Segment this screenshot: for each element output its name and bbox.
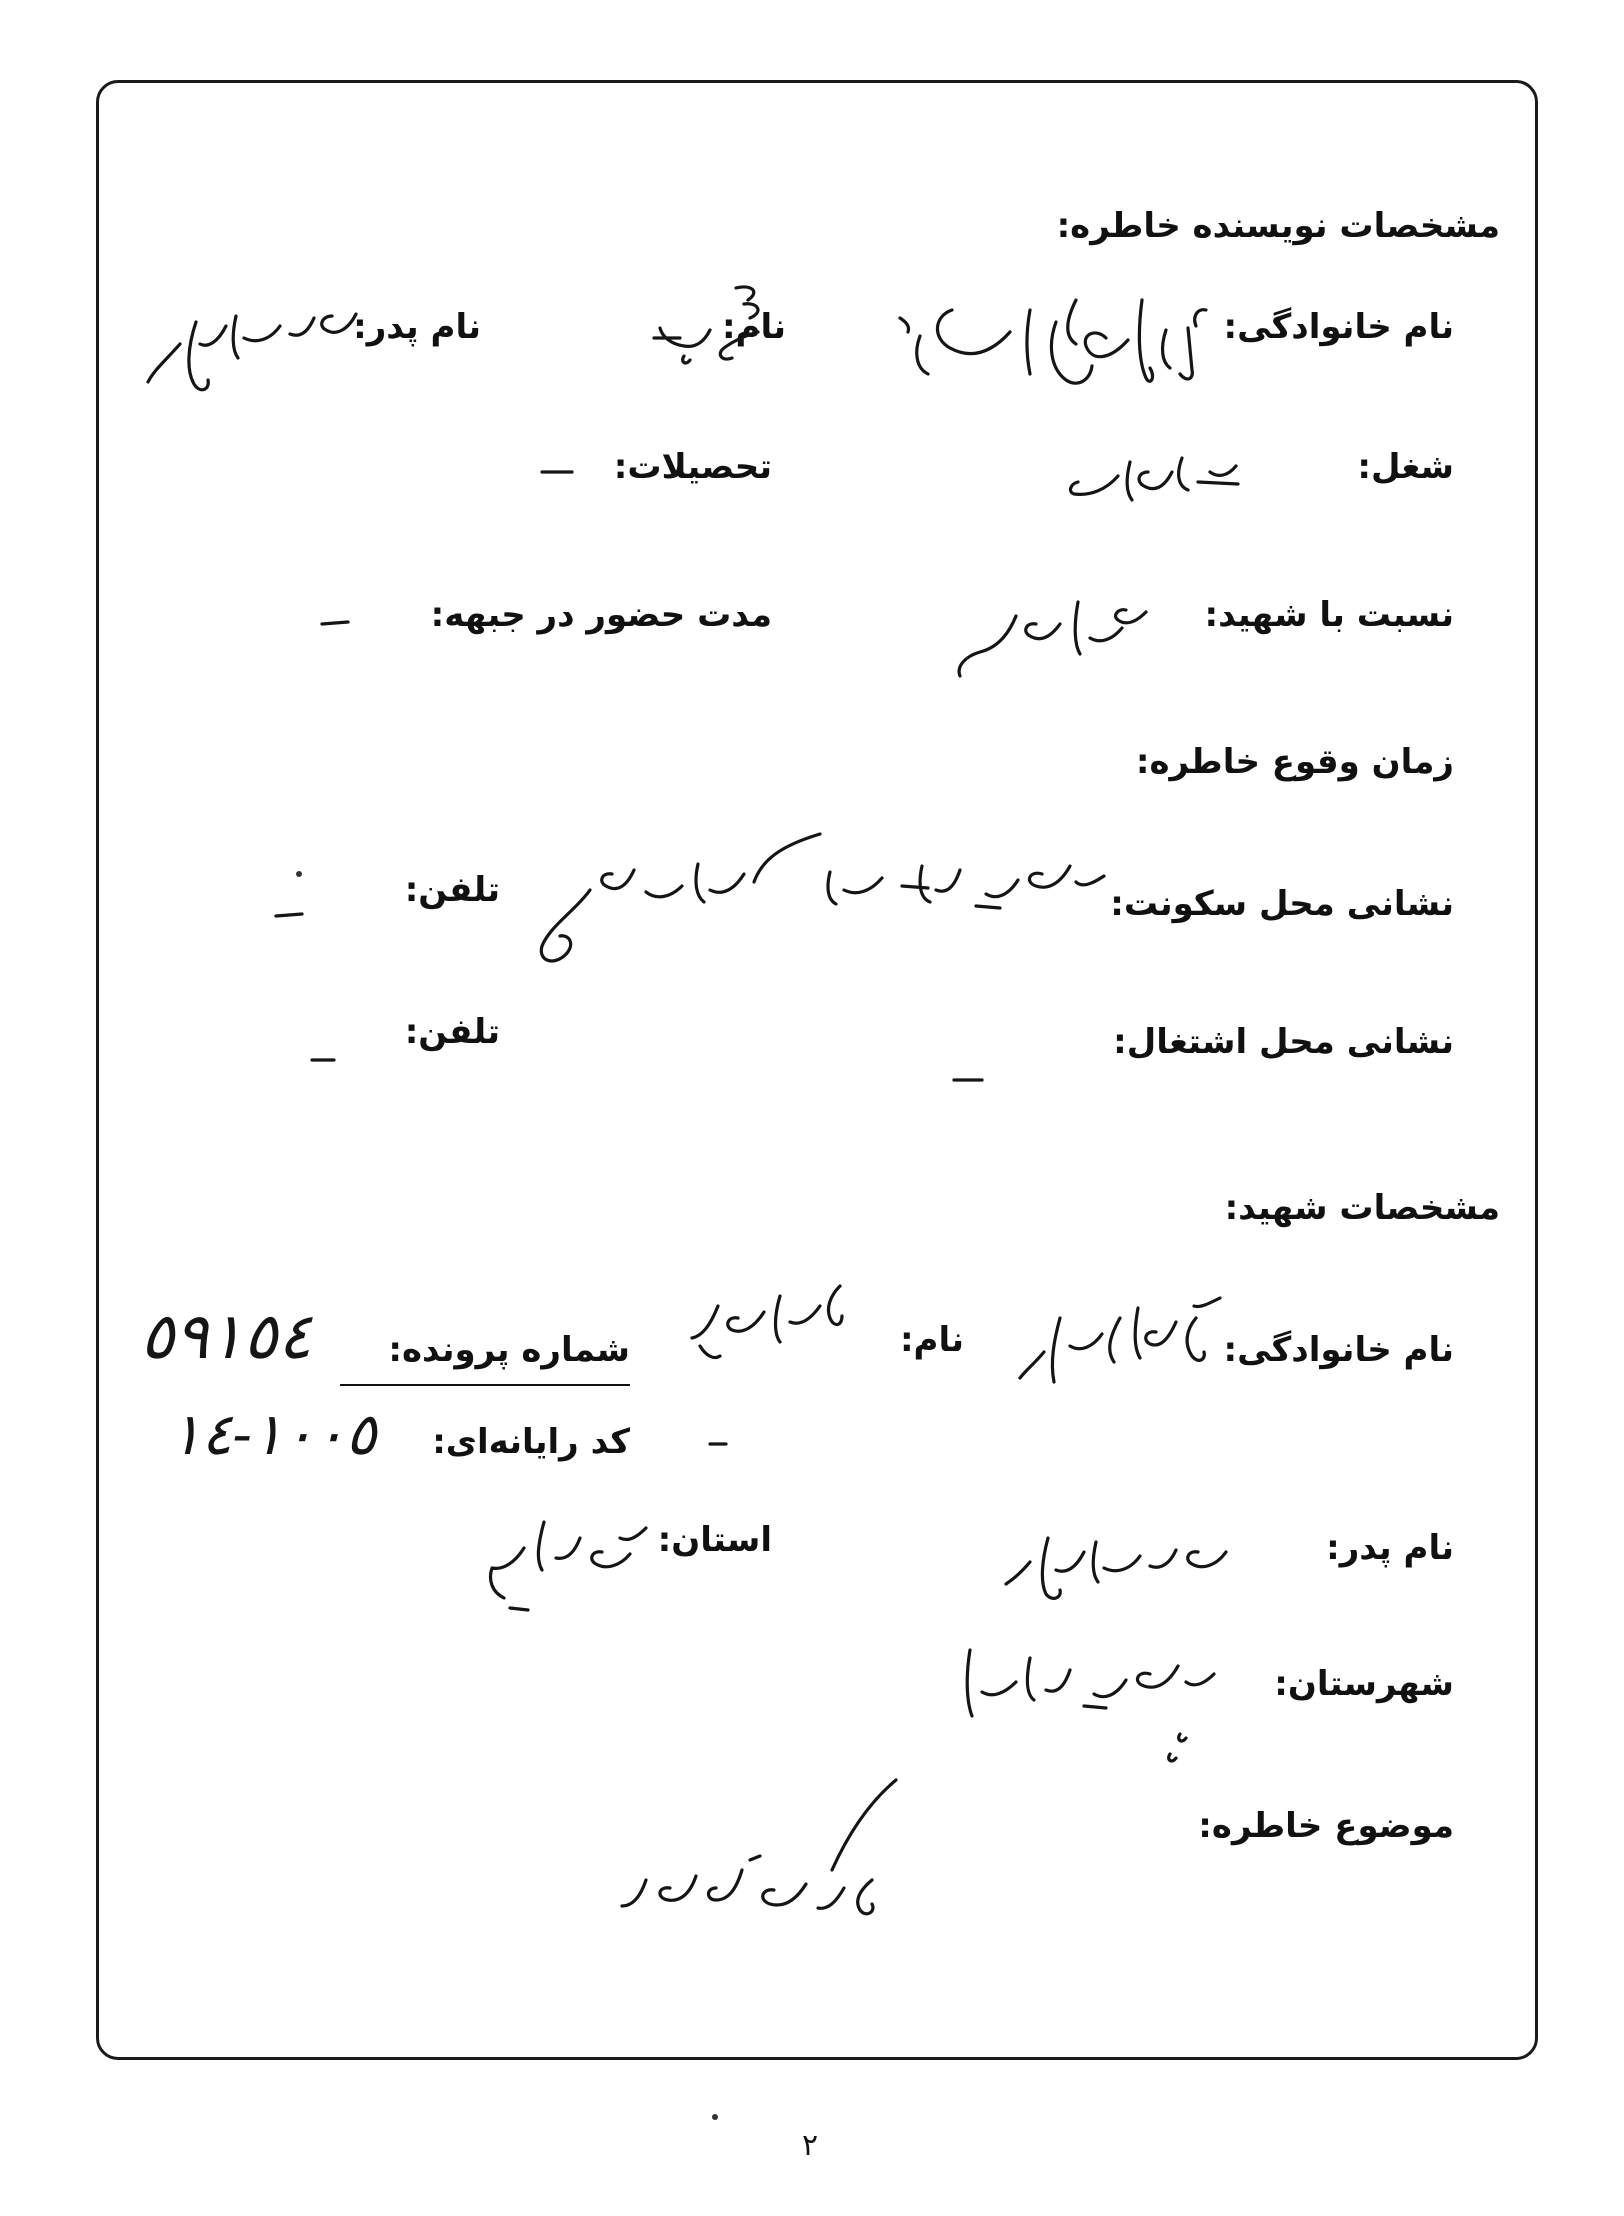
martyr-section-title: مشخصات شهید: <box>1224 1188 1500 1228</box>
memory-time-label: زمان وقوع خاطره: <box>1135 742 1454 782</box>
writer-education-dash <box>538 462 578 482</box>
computer-code-handwriting: ١٠٠٥-١٤ <box>170 1400 377 1468</box>
writer-education-label: تحصیلات: <box>613 447 772 487</box>
writer-family-name-label: نام خانوادگی: <box>1223 307 1454 347</box>
martyr-first-name-label: نام: <box>899 1320 964 1360</box>
memory-subject-label: موضوع خاطره: <box>1198 1806 1454 1846</box>
writer-job-handwriting <box>1060 432 1250 512</box>
home-phone-label: تلفن: <box>404 870 500 910</box>
writer-first-name-label: نام: <box>721 307 786 347</box>
home-address-handwriting <box>530 826 1120 986</box>
file-number-handwriting: ٥٩١٥٤ <box>140 1300 312 1374</box>
home-address-label: نشانی محل سکونت: <box>1110 884 1454 924</box>
martyr-family-name-label: نام خانوادگی: <box>1223 1330 1454 1370</box>
martyr-father-name-handwriting <box>1000 1512 1240 1612</box>
martyr-first-name-handwriting <box>680 1276 850 1386</box>
writer-relation-handwriting <box>950 582 1160 682</box>
martyr-family-name-handwriting <box>1010 1278 1230 1408</box>
work-address-dash <box>950 1070 990 1090</box>
martyr-computer-code-label: کد رایانه‌ای: <box>432 1422 630 1462</box>
writer-front-duration-label: مدت حضور در جبهه: <box>430 595 772 635</box>
writer-job-label: شغل: <box>1357 447 1454 487</box>
work-address-label: نشانی محل اشتغال: <box>1113 1022 1454 1062</box>
martyr-father-name-label: نام پدر: <box>1326 1528 1454 1568</box>
writer-front-duration-dash <box>318 612 358 632</box>
writer-section-title: مشخصات نویسنده خاطره: <box>1056 206 1500 246</box>
writer-father-name-handwriting <box>140 286 370 406</box>
writer-relation-label: نسبت با شهید: <box>1204 595 1454 635</box>
writer-father-name-label: نام پدر: <box>353 307 481 347</box>
martyr-province-handwriting <box>480 1498 660 1628</box>
file-number-underline <box>340 1384 630 1386</box>
martyr-city-label: شهرستان: <box>1274 1664 1454 1704</box>
work-phone-label: تلفن: <box>404 1012 500 1052</box>
page-mark-dot <box>712 2114 718 2120</box>
writer-first-name-handwriting <box>640 276 780 376</box>
writer-family-name-handwriting <box>880 270 1240 400</box>
martyr-file-number-label: شماره پرونده: <box>388 1330 630 1370</box>
page-number: ٢ <box>801 2128 819 2163</box>
memory-subject-handwriting <box>610 1760 910 1960</box>
martyr-city-handwriting <box>960 1630 1230 1780</box>
martyr-province-label: استان: <box>657 1520 772 1560</box>
home-phone-dash <box>272 906 312 926</box>
computer-code-dash <box>704 1434 734 1454</box>
work-phone-dash <box>308 1050 348 1070</box>
home-phone-mark <box>296 871 302 877</box>
